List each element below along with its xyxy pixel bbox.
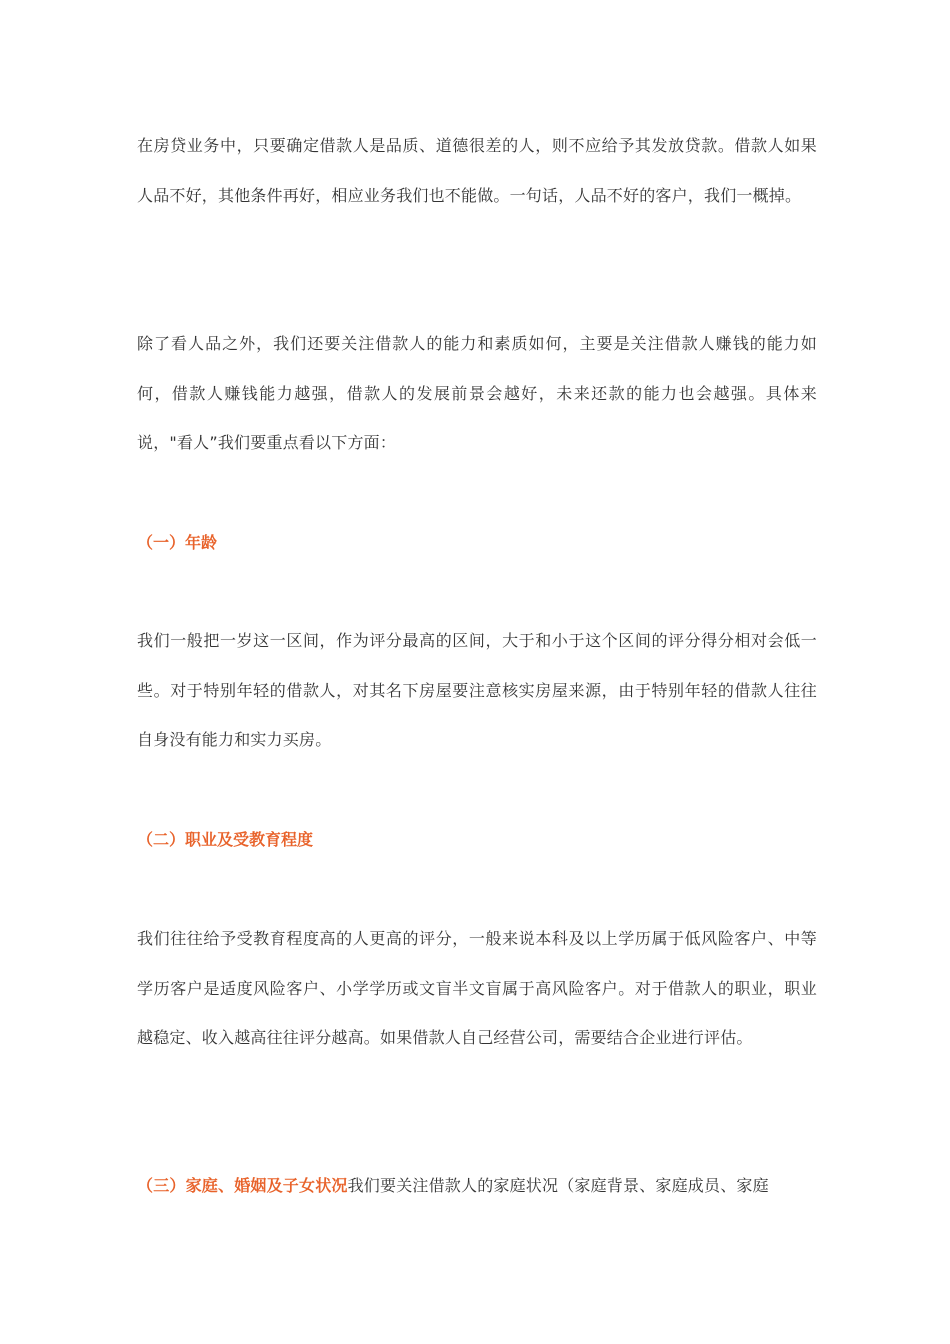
section-heading-age: （一）年龄 (137, 533, 218, 552)
section-heading-family: （三）家庭、婚姻及子女状况 (137, 1176, 348, 1195)
paragraph-ability: 除了看人品之外，我们还要关注借款人的能力和素质如何，主要是关注借款人赚钱的能力如何，借款人赚钱能力越强，借款人的发展前景会越好，未来还款的能力也会越强。具体来说，"看人”我们要重点看以下方面： (137, 334, 817, 452)
section-heading-occupation-education: （二）职业及受教育程度 (137, 830, 314, 849)
paragraph-family (137, 1161, 817, 1221)
paragraph-character: 在房贷业务中，只要确定借款人是品质、道德很差的人，则不应给予其发放贷款。借款人如果人品不好，其他条件再好，相应业务我们也不能做。一句话，人品不好的客户，我们一概掉。 (137, 136, 817, 205)
paragraph-occupation-education: 我们往往给予受教育程度高的人更高的评分，一般来说本科及以上学历属于低风险客户、中等学历客户是适度风险客户、小学学历或文盲半文盲属于高风险客户。对于借款人的职业，职业越稳定、收入越高往往评分越高。如果借款人自己经营公司，需要结合企业进行评估。 (137, 929, 817, 1047)
paragraph-age: 我们一般把一岁这一区间，作为评分最高的区间，大于和小于这个区间的评分得分相对会低一些。对于特别年轻的借款人，对其名下房屋要注意核实房屋来源，由于特别年轻的借款人往往自身没有能力和实力买房。 (137, 631, 817, 749)
paragraph-family-text: 我们要关注借款人的家庭状况（家庭背景、家庭成员、家庭 (347, 1176, 769, 1195)
